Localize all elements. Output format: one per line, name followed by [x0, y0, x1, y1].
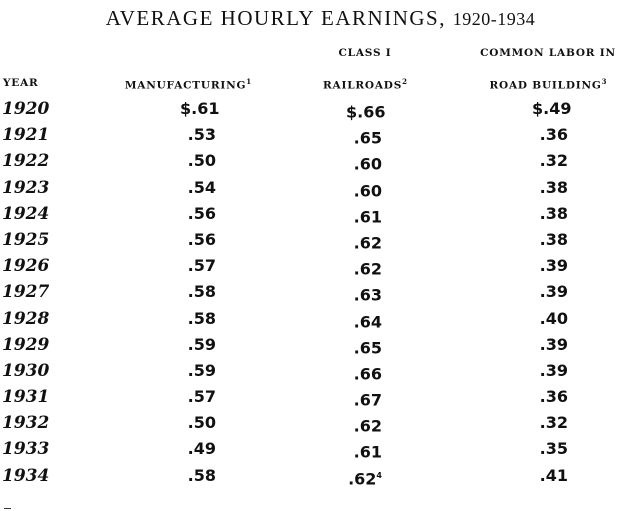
railroads-cell	[346, 97, 386, 124]
common-labor-cell: .39	[539, 334, 568, 354]
year-cell: 1931	[2, 387, 50, 408]
common-labor-cell: $.49	[532, 99, 572, 118]
footnote-marker: 3	[601, 77, 607, 86]
railroads-value: .63	[353, 285, 382, 305]
manufacturing-cell: .50	[187, 413, 216, 433]
year-cell: 1930	[2, 360, 50, 381]
table-title	[0, 6, 641, 31]
year-cell: 1925	[2, 229, 50, 250]
table-row	[0, 333, 641, 359]
header-year: YEAR	[3, 77, 39, 89]
header-common-labor-label: ROAD BUILDING	[489, 79, 602, 92]
year-cell: 1933	[2, 439, 50, 460]
manufacturing-cell: .54	[187, 177, 216, 197]
table-row	[0, 228, 641, 254]
manufacturing-cell: .56	[187, 203, 216, 223]
railroads-cell	[346, 411, 382, 438]
common-labor-cell: .40	[539, 308, 568, 328]
manufacturing-cell: .53	[187, 125, 216, 145]
table-row	[0, 123, 641, 149]
railroads-value: .65	[353, 338, 382, 358]
railroads-cell	[346, 464, 382, 491]
year-cell: 1932	[2, 413, 50, 434]
table-row	[0, 307, 641, 333]
railroads-cell	[346, 228, 382, 255]
year-cell: 1927	[2, 282, 50, 303]
railroads-value: .61	[353, 442, 382, 462]
table-row	[0, 359, 641, 385]
year-cell: 1920	[2, 99, 50, 119]
railroads-value: .62	[353, 259, 382, 279]
table-row	[0, 254, 641, 280]
manufacturing-cell: .49	[187, 439, 216, 459]
table-row	[0, 464, 641, 490]
railroads-value: .65	[353, 128, 382, 148]
common-labor-cell: .38	[539, 177, 568, 197]
footnote-marker: 2	[402, 77, 407, 86]
railroads-cell	[346, 202, 382, 229]
year-cell: 1923	[2, 177, 50, 198]
railroads-cell	[346, 280, 382, 307]
footnote-marker: 1	[246, 77, 252, 86]
year-cell: 1926	[2, 256, 50, 277]
railroads-value: $.66	[346, 102, 386, 122]
railroads-value: .62	[353, 416, 382, 436]
railroads-cell	[346, 254, 382, 281]
manufacturing-cell: .56	[187, 229, 216, 249]
header-common-labor-line1: COMMON LABOR IN	[480, 47, 616, 59]
footnote-marker: 4	[376, 470, 382, 480]
common-labor-cell: .39	[539, 360, 568, 380]
table-title-text: AVERAGE HOURLY EARNINGS,	[105, 6, 446, 30]
railroads-value: .60	[353, 180, 382, 200]
railroads-value: .62	[348, 468, 377, 488]
table-row	[0, 97, 641, 123]
table-row	[0, 385, 641, 411]
manufacturing-cell: $.61	[180, 99, 220, 118]
railroads-value: .61	[353, 207, 382, 227]
footnote-rule	[4, 508, 11, 509]
table-row	[0, 149, 641, 175]
common-labor-cell: .38	[539, 203, 568, 223]
common-labor-cell: .39	[539, 282, 568, 302]
manufacturing-cell: .58	[187, 308, 216, 328]
table-row	[0, 437, 641, 463]
header-railroads-line1: CLASS I	[338, 47, 392, 59]
table-row	[0, 280, 641, 306]
railroads-cell	[346, 359, 382, 386]
common-labor-cell: .36	[539, 387, 568, 407]
manufacturing-cell: .59	[187, 334, 216, 354]
year-cell: 1934	[2, 465, 50, 486]
railroads-cell	[346, 437, 382, 464]
railroads-cell	[346, 333, 382, 360]
table-row	[0, 176, 641, 202]
manufacturing-cell: .58	[187, 465, 216, 485]
railroads-value: .64	[353, 311, 382, 331]
railroads-value: .62	[353, 233, 382, 253]
year-cell: 1921	[2, 125, 50, 146]
manufacturing-cell: .50	[187, 151, 216, 171]
header-common-labor-line2	[455, 77, 641, 92]
header-railroads-label: RAILROADS	[323, 79, 403, 92]
manufacturing-cell: .58	[187, 282, 216, 302]
header-manufacturing-label: MANUFACTURING	[124, 79, 247, 92]
common-labor-cell: .32	[539, 413, 568, 433]
table-row	[0, 202, 641, 228]
railroads-value: .66	[353, 364, 382, 384]
common-labor-cell: .36	[539, 125, 568, 145]
railroads-cell	[346, 123, 382, 150]
year-cell: 1929	[2, 334, 50, 355]
railroads-cell	[346, 307, 382, 334]
manufacturing-cell: .57	[187, 387, 216, 407]
table-row	[0, 411, 641, 437]
table-body	[0, 97, 641, 490]
manufacturing-cell: .57	[187, 256, 216, 276]
common-labor-cell: .32	[539, 151, 568, 171]
year-cell: 1924	[2, 203, 50, 224]
header-railroads-line2	[290, 77, 440, 92]
railroads-cell	[346, 176, 382, 203]
railroads-cell	[346, 149, 382, 176]
header-manufacturing	[100, 77, 276, 92]
railroads-value: .60	[353, 154, 382, 174]
common-labor-cell: .41	[539, 465, 568, 485]
railroads-value: .67	[353, 390, 382, 410]
railroads-cell	[346, 385, 382, 412]
manufacturing-cell: .59	[187, 360, 216, 380]
table-title-years: 1920-1934	[452, 9, 536, 29]
common-labor-cell: .39	[539, 256, 568, 276]
common-labor-cell: .38	[539, 229, 568, 249]
year-cell: 1922	[2, 151, 50, 172]
year-cell: 1928	[2, 308, 50, 329]
common-labor-cell: .35	[539, 439, 568, 459]
